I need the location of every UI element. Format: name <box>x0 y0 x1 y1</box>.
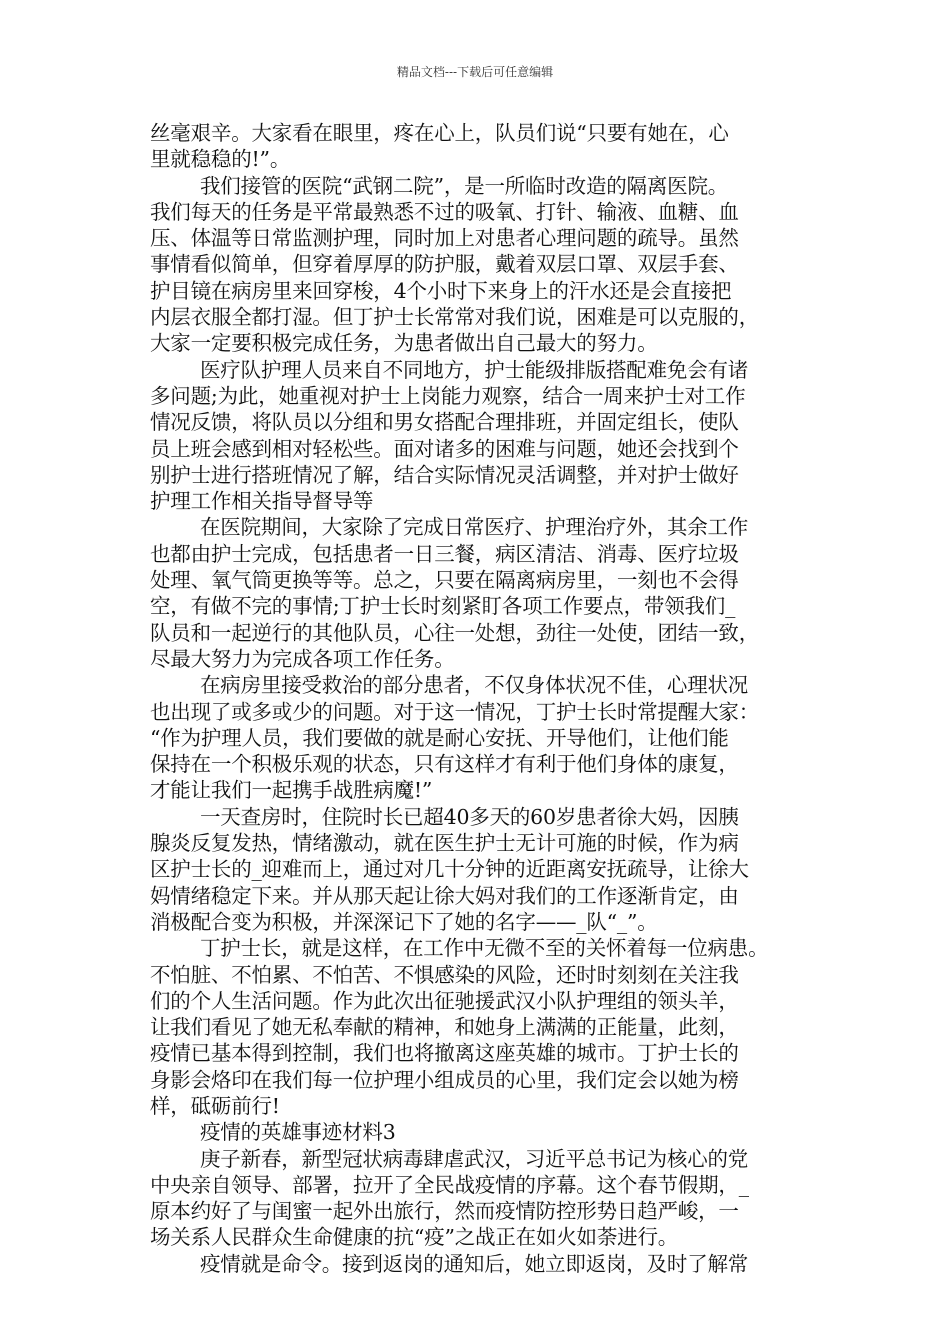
text-line: 丁护士长，就是这样，在工作中无微不至的关怀着每一位病患。 <box>200 936 769 961</box>
text-line: 样，砥砺前行! <box>150 1093 280 1118</box>
text-line: 保持在一个积极乐观的状态，只有这样才有利于他们身体的康复， <box>150 752 739 777</box>
text-line: 也出现了或多或少的问题。对于这一情况，丁护士长时常提醒大家： <box>150 699 759 724</box>
text-line: 医疗队护理人员来自不同地方，护士能级排版搭配难免会有诸 <box>200 357 749 382</box>
text-line: 在医院期间，大家除了完成日常医疗、护理治疗外，其余工作 <box>200 515 749 540</box>
text-line: 处理、氧气筒更换等等。总之，只要在隔离病房里，一刻也不会得 <box>150 568 739 593</box>
text-line: 在病房里接受救治的部分患者，不仅身体状况不佳，心理状况 <box>200 673 749 698</box>
text-line: 大家一定要积极完成任务，为患者做出自己最大的努力。 <box>150 331 658 356</box>
text-line: 一天查房时，住院时长已超40多天的60岁患者徐大妈，因胰 <box>200 804 739 829</box>
text-line: 尽最大努力为完成各项工作任务。 <box>150 646 455 671</box>
text-line: 内层衣服全都打湿。但丁护士长常常对我们说，困难是可以克服的， <box>150 305 759 330</box>
document-body <box>150 120 830 1277</box>
text-line: 我们接管的医院“武钢二院”，是一所临时改造的隔离医院。 <box>200 173 729 198</box>
text-line: 压、体温等日常监测护理，同时加上对患者心理问题的疏导。虽然 <box>150 226 739 251</box>
text-line: 妈情绪稳定下来。并从那天起让徐大妈对我们的工作逐渐肯定，由 <box>150 883 739 908</box>
text-line: 原本约好了与闺蜜一起外出旅行，然而疫情防控形势日趋严峻，一 <box>150 1199 739 1224</box>
text-line: 空，有做不完的事情;丁护士长时刻紧盯各项工作要点，带领我们_ <box>150 594 736 619</box>
text-line: 护理工作相关指导督导等 <box>150 489 374 514</box>
text-line: 区护士长的_迎难而上，通过对几十分钟的近距离安抚疏导，让徐大 <box>150 857 749 882</box>
text-line: 队员和一起逆行的其他队员，心往一处想，劲往一处使，团结一致， <box>150 620 759 645</box>
text-line: 员上班会感到相对轻松些。面对诸多的困难与问题，她还会找到个 <box>150 436 739 461</box>
text-line: 疫情的英雄事迹材料3 <box>200 1120 396 1145</box>
text-line: 才能让我们一起携手战胜病魔!” <box>150 778 433 803</box>
page-header: 精品文档---下载后可任意编辑 <box>396 65 554 79</box>
text-line: 疫情已基本得到控制，我们也将撤离这座英雄的城市。丁护士长的 <box>150 1041 739 1066</box>
text-line: 中央亲自领导、部署，拉开了全民战疫情的序幕。这个春节假期，_ <box>150 1172 749 1197</box>
text-line: 场关系人民群众生命健康的抗“疫”之战正在如火如荼进行。 <box>150 1225 679 1250</box>
text-line: 消极配合变为积极，并深深记下了她的名字——_队“_”。 <box>150 909 658 934</box>
text-line: 多问题;为此，她重视对护士上岗能力观察，结合一周来护士对工作 <box>150 383 746 408</box>
text-line: 们的个人生活问题。作为此次出征驰援武汉小队护理组的领头羊， <box>150 988 739 1013</box>
text-line: 不怕脏、不怕累、不怕苦、不惧感染的风险，还时时刻刻在关注我 <box>150 962 739 987</box>
text-line: 我们每天的任务是平常最熟悉不过的吸氧、打针、输液、血糖、血 <box>150 199 739 224</box>
text-line: 里就稳稳的!”。 <box>150 147 291 172</box>
text-line: 腺炎反复发热，情绪激动，就在医生护士无计可施的时候，作为病 <box>150 831 739 856</box>
text-line: 护目镜在病房里来回穿梭，4个小时下来身上的汗水还是会直接把 <box>150 278 732 303</box>
text-line: 别护士进行搭班情况了解，结合实际情况灵活调整，并对护士做好 <box>150 462 739 487</box>
text-line: 让我们看见了她无私奉献的精神，和她身上满满的正能量，此刻， <box>150 1015 739 1040</box>
text-line: 身影会烙印在我们每一位护理小组成员的心里，我们定会以她为榜 <box>150 1067 739 1092</box>
text-line: 事情看似简单，但穿着厚厚的防护服，戴着双层口罩、双层手套、 <box>150 252 739 277</box>
text-line: “作为护理人员，我们要做的就是耐心安抚、开导他们，让他们能 <box>150 725 729 750</box>
text-line: 庚子新春，新型冠状病毒肆虐武汉，习近平总书记为核心的党 <box>200 1146 749 1171</box>
text-line: 也都由护士完成，包括患者一日三餐，病区清洁、消毒、医疗垃圾 <box>150 541 739 566</box>
text-line: 丝毫艰辛。大家看在眼里，疼在心上，队员们说“只要有她在，心 <box>150 121 729 145</box>
text-line: 疫情就是命令。接到返岗的通知后，她立即返岗，及时了解常 <box>200 1251 749 1276</box>
text-line: 情况反馈，将队员以分组和男女搭配合理排班，并固定组长，使队 <box>150 410 739 435</box>
